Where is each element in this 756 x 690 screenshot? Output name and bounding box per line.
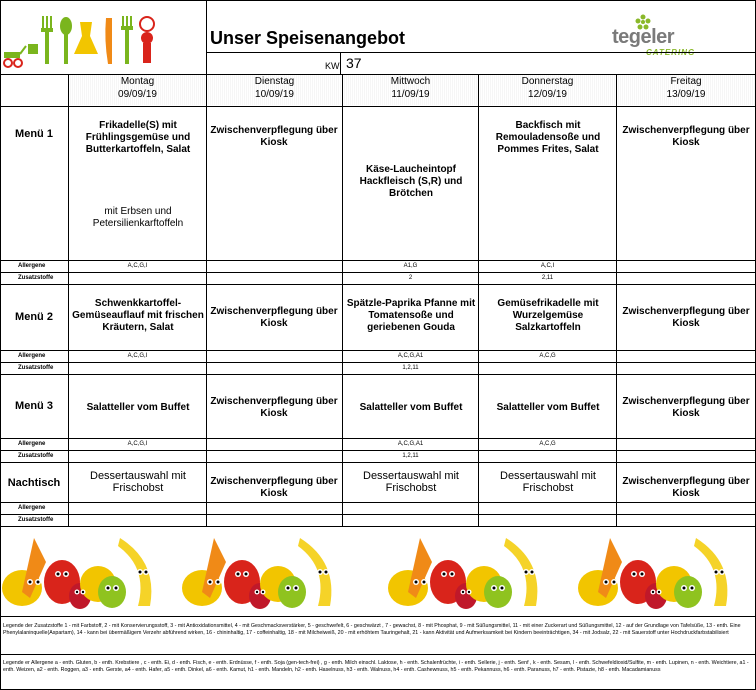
menu1-thursday: Backfisch mit Remouladensoße und Pommes Frites, Salat (495, 120, 601, 155)
grid-line (0, 526, 756, 527)
menu3-friday: Zwischenverpflegung über Kiosk (622, 396, 750, 419)
menu3-allergene-wed: A,C,G,A1 (397, 441, 424, 447)
grid-line (0, 106, 756, 107)
day-name: Freitag (670, 76, 702, 87)
dessert-monday: Dessertauswahl mit Frischobst (90, 470, 186, 494)
zusatzstoffe-legend: Legende der Zusatzstoffe 1 - mit Farbstoff, 2 - mit Konservierungsstoff, 3 - mit Antioxidationsmittel, 4 - mit Geschmacksverstärker, 5 - geschwefelt, 6 - geschwärzt , 7 - gewachst, 8 - mit Phosphat, 9 - mit Süßungsmittel, 11 - mit einer Zuckerart und Süßungsmittel, 12 - auf der Grundlage von Tafelsüße, 13 - enth. Eine Phenylalaninquelle(Aspartam), 14 - kann bei übermäßigem Verzehr abführend wirken, 16 - chininhaltig, 17 - coffeinhaltig, 18 - mit Milcheiweiß, 20 - mit erhöhtem Tauringehalt, 21 - kann Aktivität und Aufmerksamkeit bei Kindern beeinträchtigen, 34 - mit Jodsalz, 22 - mit Sauerstoff unter Hochdruckfarbstabilisiert (3, 623, 741, 636)
menu3-label: Menü 3 (15, 400, 53, 412)
allergene-label: Allergene (18, 505, 46, 511)
grid-line (616, 74, 617, 526)
zusatzstoffe-label: Zusatzstoffe (18, 453, 54, 459)
menu2-wednesday: Spätzle-Paprika Pfanne mit Tomatensoße und geriebenen Gouda (346, 298, 476, 333)
menu2-allergene-wed: A,C,G,A1 (397, 353, 424, 359)
menu3-thursday: Salatteller vom Buffet (496, 402, 600, 413)
menu1-label: Menü 1 (15, 128, 53, 140)
grid-line (0, 350, 756, 351)
day-date: 12/09/19 (528, 89, 567, 100)
menu1-allergene-thu: A,C,I (540, 263, 555, 269)
menu1-monday-veg: mit Erbsen und Petersilienkarftoffeln (92, 206, 184, 229)
menu3-tuesday: Zwischenverpflegung über Kiosk (210, 396, 338, 419)
menu3-zusatz-wed: 1,2,11 (402, 453, 419, 459)
grid-line (206, 52, 756, 53)
allergene-label: Allergene (18, 263, 46, 269)
menu1-zusatz-wed: 2 (408, 275, 413, 281)
fruit-illustration (0, 532, 756, 614)
grid-line (0, 616, 756, 617)
menu1-wednesday: Käse-Laucheintopf Hackfleisch (S,R) und Brötchen (359, 164, 463, 199)
menu3-allergene-thu: A,C,G (539, 441, 556, 447)
dessert-label: Nachtisch (7, 477, 61, 489)
day-name: Mittwoch (390, 76, 431, 87)
zusatzstoffe-label: Zusatzstoffe (18, 275, 54, 281)
zusatzstoffe-label: Zusatzstoffe (18, 365, 54, 371)
allergene-label: Allergene (18, 353, 46, 359)
grid-line (0, 284, 756, 285)
allergene-legend: Legende er Allergene a - enth. Gluten, b - enth. Krebstiere , c - enth. Ei, d - enth. Fisch, e - enth. Erdnüsse, f - enth. Soja (gen-tech-frei) , g - enth. Milch einschl. Laktose, h - enth. Schalenfrüchte, i - enth. Sellerie, j - enth. Senf , k - enth. Sesam, l - enth. Schwefeldioxid/Sulfite, m - enth. Lupinen, n - enth. Weichtiere, a1 - enth. Weizen, a2 - enth. Roggen, a3 - enth. Gerste, a4 - enth. Hafer, a5 - enth. Dinkel, a6 - enth. Kamut, h1 - enth. Mandeln, h2 - enth. Haselnuss, h3 - enth. Walnuss, h4 - enth. Cashewnuss, h5 - enth. Pekannuss, h6 - enth. Paranuss, h7 - enth. Pistazie, h8 - enth. Macadamianuss (3, 660, 749, 673)
menu3-monday: Salatteller vom Buffet (86, 402, 190, 413)
menu1-zusatz-thu: 2,11 (541, 275, 554, 281)
grid-line (0, 272, 756, 273)
dessert-tuesday: Zwischenverpflegung über Kiosk (210, 476, 338, 499)
menu1-tuesday: Zwischenverpflegung über Kiosk (210, 125, 338, 148)
grid-line (0, 260, 756, 261)
allergene-label: Allergene (18, 441, 46, 447)
grid-line (0, 654, 756, 655)
grid-line (0, 438, 756, 439)
day-date: 11/09/19 (391, 89, 430, 100)
menu3-allergene-mon: A,C,G,I (127, 441, 148, 447)
zusatzstoffe-label: Zusatzstoffe (18, 517, 54, 523)
cutlery-logo-icon (0, 8, 170, 70)
menu1-friday: Zwischenverpflegung über Kiosk (622, 125, 750, 148)
dessert-thursday: Dessertauswahl mit Frischobst (500, 470, 596, 494)
grid-line (0, 514, 756, 515)
kw-value: 37 (346, 55, 362, 71)
menu2-zusatz-wed: 1,2,11 (402, 365, 419, 371)
day-header-wednesday (343, 75, 478, 105)
dessert-wednesday: Dessertauswahl mit Frischobst (363, 470, 459, 494)
day-name: Donnerstag (521, 76, 574, 87)
grid-line (478, 74, 479, 526)
menu3-wednesday: Salatteller vom Buffet (359, 402, 463, 413)
grid-line (0, 462, 756, 463)
menu2-allergene-mon: A,C,G,I (127, 353, 148, 359)
day-name: Dienstag (254, 76, 295, 87)
day-date: 09/09/19 (118, 89, 157, 100)
menu2-thursday: Gemüsefrikadelle mit Wurzelgemüse Salzkartoffeln (497, 298, 599, 333)
menu2-tuesday: Zwischenverpflegung über Kiosk (210, 306, 338, 329)
grid-line (0, 0, 756, 1)
day-header-monday (69, 75, 206, 105)
day-date: 13/09/19 (666, 89, 706, 100)
grid-line (68, 74, 69, 526)
grid-line (0, 374, 756, 375)
day-name: Montag (120, 76, 155, 87)
grid-line (0, 362, 756, 363)
menu2-label: Menü 2 (15, 311, 53, 323)
day-header-friday (617, 75, 755, 105)
menu1-monday: Frikadelle(S) mit Frühlingsgemüse und Butterkartoffeln, Salat (85, 120, 191, 155)
day-date: 10/09/19 (255, 89, 294, 100)
menu1-allergene-mon: A,C,G,I (127, 263, 148, 269)
brand-name: tegeler (612, 26, 675, 48)
grid-line (0, 502, 756, 503)
menu2-monday: Schwenkkartoffel-Gemüseauflauf mit frischen Kräutern, Salat (72, 298, 204, 333)
page-title: Unser Speisenangebot (210, 28, 406, 48)
brand-logo (612, 14, 722, 60)
kw-label: KW (325, 61, 340, 71)
menu1-allergene-wed: A1,G (403, 263, 418, 269)
menu2-friday: Zwischenverpflegung über Kiosk (622, 306, 750, 329)
day-header-thursday (479, 75, 616, 105)
day-header-tuesday (207, 75, 342, 105)
dessert-friday: Zwischenverpflegung über Kiosk (622, 476, 750, 499)
grid-line (340, 52, 341, 74)
menu2-allergene-thu: A,C,G (539, 353, 556, 359)
grid-line (0, 450, 756, 451)
